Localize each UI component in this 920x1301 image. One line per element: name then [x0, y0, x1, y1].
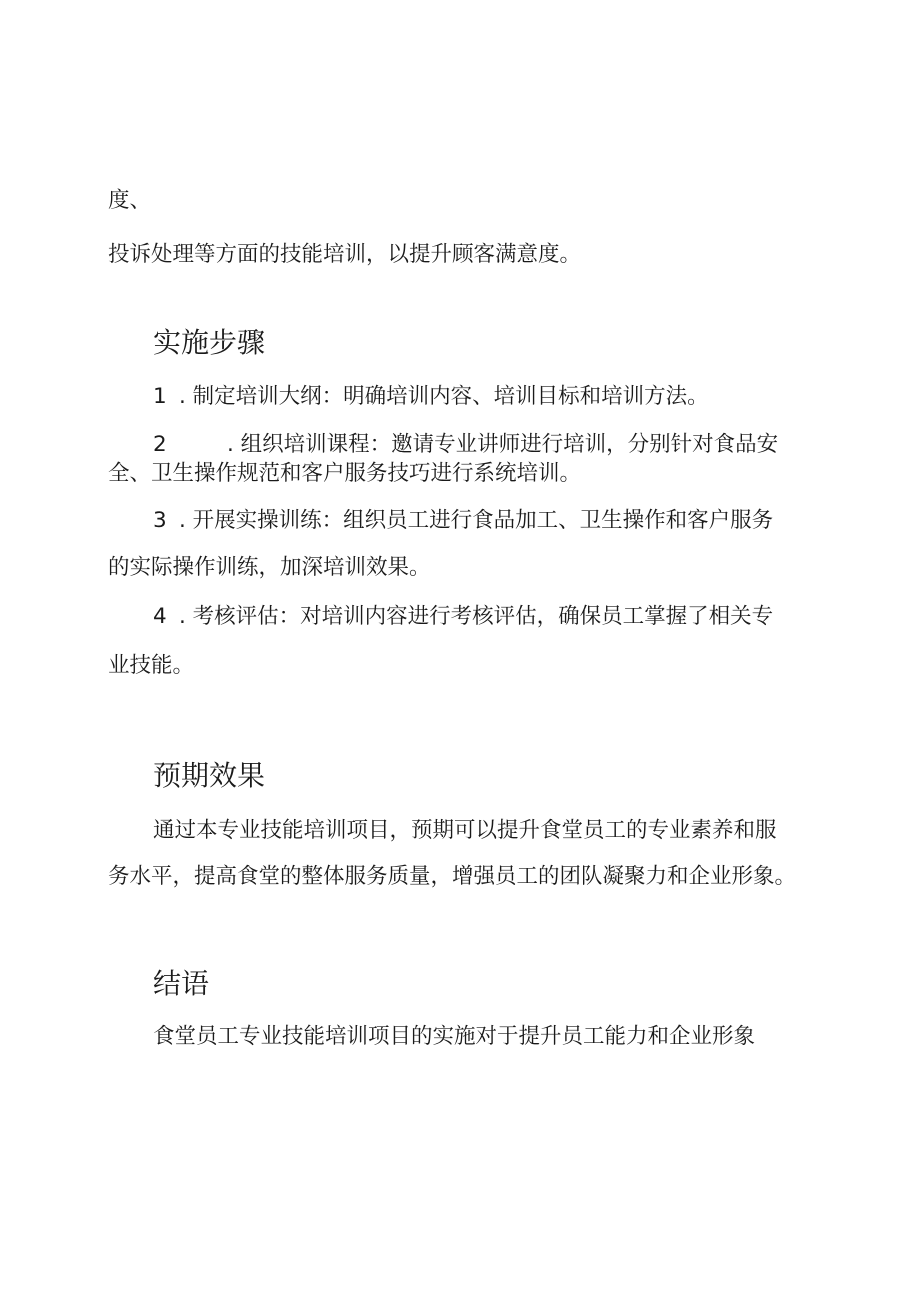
step-1-text: . 制定培训大纲：明确培训内容、培训目标和培训方法。 [179, 384, 709, 409]
step-4-number: 4 [153, 604, 167, 629]
step-3-line-1 [153, 506, 873, 536]
step-3-text: . 开展实操训练：组织员工进行食品加工、卫生操作和客户服务 [179, 508, 774, 533]
step-4-text: . 考核评估：对培训内容进行考核评估，确保员工掌握了相关专 [179, 604, 774, 629]
expected-line-1: 通过本专业技能培训项目，预期可以提升食堂员工的专业素养和服 [153, 818, 777, 843]
step-2-text: . 组织培训课程：邀请专业讲师进行培训，分别针对食品安 [227, 432, 779, 457]
step-1-number: 1 [153, 384, 167, 409]
step-4-line-1 [153, 602, 873, 632]
intro-line-2: 投诉处理等方面的技能培训，以提升顾客满意度。 [108, 242, 582, 267]
section-title-steps: 实施步骤 [153, 326, 266, 359]
step-2-line-1 [153, 430, 873, 460]
step-3-number: 3 [153, 508, 167, 533]
step-2-number: 2 [153, 432, 167, 457]
section-title-expected: 预期效果 [153, 759, 266, 792]
step-2-line-2: 全、卫生操作规范和客户服务技巧进行系统培训。 [108, 461, 582, 486]
step-3-line-2: 的实际操作训练，加深培训效果。 [108, 555, 431, 580]
expected-line-2: 务水平，提高食堂的整体服务质量，增强员工的团队凝聚力和企业形象。 [108, 864, 797, 889]
intro-line-1: 度、 [108, 188, 152, 213]
section-title-conclusion: 结语 [153, 967, 210, 1000]
conclusion-line-1: 食堂员工专业技能培训项目的实施对于提升员工能力和企业形象 [153, 1024, 756, 1049]
step-4-line-2: 业技能。 [108, 653, 195, 678]
step-1-line-1 [153, 382, 873, 412]
